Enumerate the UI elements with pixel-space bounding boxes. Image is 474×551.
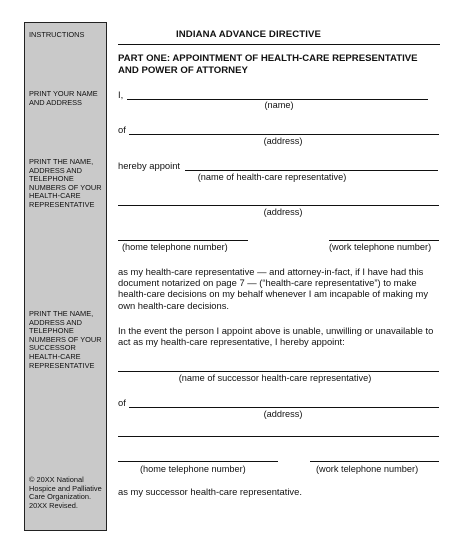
work-phone-caption: (work telephone number) [329, 242, 432, 252]
successor-home-phone-line[interactable] [118, 461, 278, 462]
representative-address-caption: (address) [263, 207, 303, 217]
print-name-instruction: PRINT YOUR NAME AND ADDRESS [29, 89, 98, 107]
title-rule [118, 44, 440, 45]
address-caption: (address) [263, 136, 303, 146]
home-phone-line[interactable] [118, 240, 248, 241]
successor-home-phone-caption: (home telephone number) [140, 464, 246, 474]
appointment-paragraph: as my health-care representative — and attorney-in-fact, if I have had this document notarized on page 7 — (“health-care representative”) to make health-care decisions on my behalf whenever I am incapable of making my own health-care decisions. [118, 266, 429, 311]
successor-address-line[interactable] [129, 407, 439, 408]
successor-address-caption: (address) [263, 409, 303, 419]
successor-work-phone-caption: (work telephone number) [316, 464, 419, 474]
print-successor-instruction: PRINT THE NAME, ADDRESS AND TELEPHONE NUMBERS OF YOUR SUCCESSOR HEALTH-CARE REPRESENTATIVE [29, 309, 102, 370]
closing-line: as my successor health-care representative. [118, 486, 302, 497]
print-representative-instruction: PRINT THE NAME, ADDRESS AND TELEPHONE NUMBERS OF YOUR HEALTH-CARE REPRESENTATIVE [29, 157, 102, 209]
i-label: I, [118, 89, 124, 100]
instructions-label: INSTRUCTIONS [29, 30, 85, 39]
address-field-line[interactable] [129, 134, 439, 135]
work-phone-line[interactable] [329, 240, 439, 241]
successor-address-line-2[interactable] [118, 436, 439, 437]
home-phone-caption: (home telephone number) [122, 242, 228, 252]
document-title: INDIANA ADVANCE DIRECTIVE [176, 29, 321, 40]
representative-address-line[interactable] [118, 205, 439, 206]
part-one-heading: PART ONE: APPOINTMENT OF HEALTH-CARE REPRESENTATIVE AND POWER OF ATTORNEY [118, 53, 418, 76]
copyright-notice: © 20XX National Hospice and Palliative Care Organization. 20XX Revised. [29, 475, 102, 510]
successor-name-line[interactable] [118, 371, 439, 372]
name-caption: (name) [264, 100, 294, 110]
of-label: of [118, 124, 126, 135]
instructions-sidebar [24, 22, 107, 531]
successor-name-caption: (name of successor health-care representative) [178, 373, 372, 383]
successor-paragraph: In the event the person I appoint above is unable, unwilling or unavailable to act as my health-care representative, I hereby appoint: [118, 325, 434, 348]
appoint-label: hereby appoint [118, 160, 181, 171]
representative-name-caption: (name of health-care representative) [197, 172, 347, 182]
successor-work-phone-line[interactable] [310, 461, 439, 462]
successor-of-label: of [118, 397, 126, 408]
representative-name-line[interactable] [185, 170, 438, 171]
